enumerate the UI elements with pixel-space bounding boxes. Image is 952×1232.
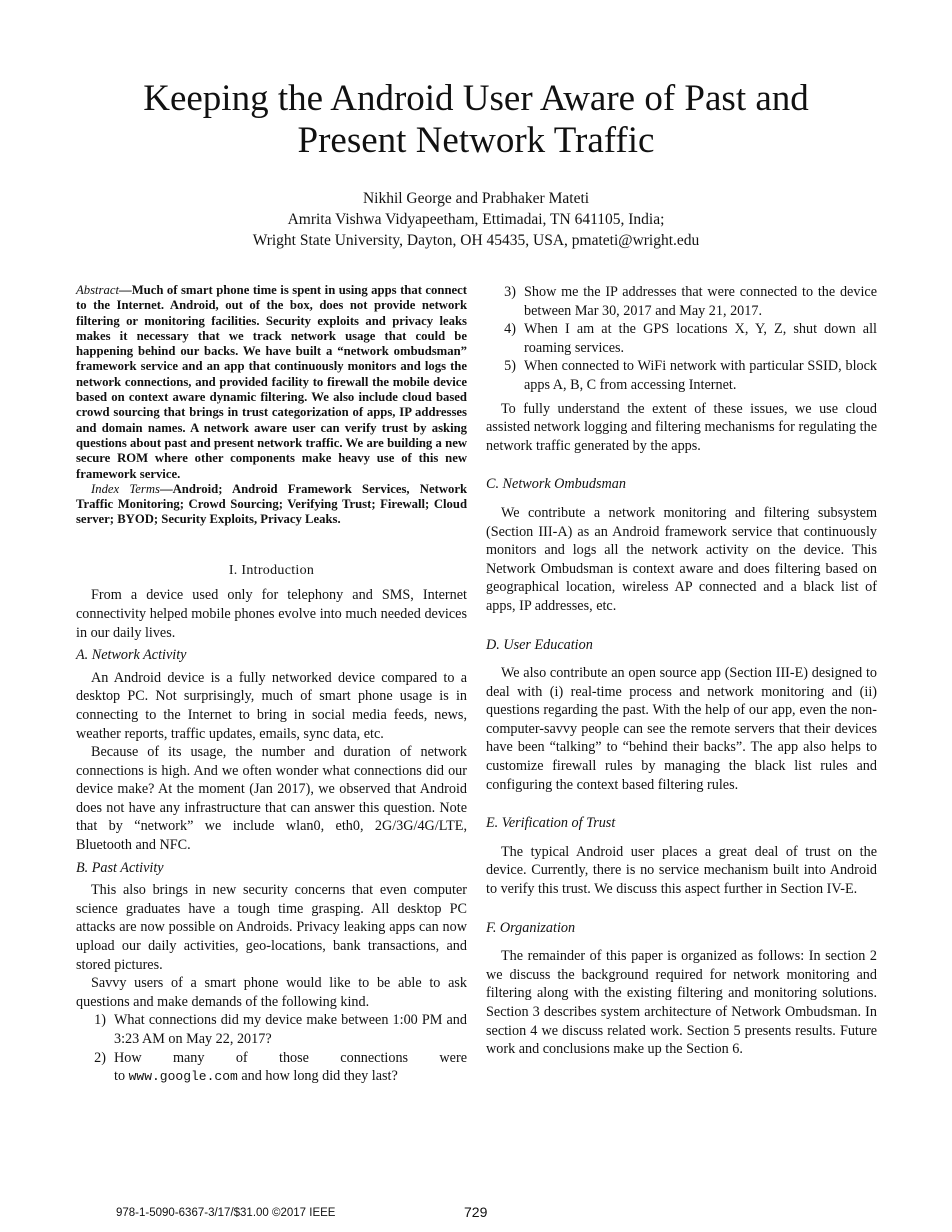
paragraph-b1: This also brings in new security concerns that even computer science graduates have a tough time grasping. All desktop PC attacks are now possible on Androids. Privacy leaking apps can now upload our daily activities, geo-locations, bank transactions, and stored pictures. xyxy=(76,882,467,973)
section-heading-introduction: I. Introduction xyxy=(228,562,315,578)
list-text: When connected to WiFi network with particular SSID, block apps A, B, C from accessing Internet. xyxy=(524,358,877,393)
list-text: When I am at the GPS locations X, Y, Z, shut down all roaming services. xyxy=(524,321,877,356)
paragraph-r1: To fully understand the extent of these issues, we use cloud assisted network logging and filtering mechanisms for regulating the network traffic generated by the apps. xyxy=(486,400,877,454)
url-text: www.google.com xyxy=(128,1069,238,1085)
question-list-left xyxy=(76,1011,467,1086)
abstract-text: —Much of smart phone time is spent in using apps that connect to the Internet. Android, out of the box, does not provide network filtering or monitoring facilities. Security exploits and privacy leaks makes it necessary that we track network usage that could be happening behind our backs. We have built a “network ombudsman” framework service and an app that continuously monitors and logs the network connections, and provided facility to firewall the mobile device based on context aware dynamic filtering. We also include cloud based crowd sourcing that brings in trust categorization of apps, IP addresses and domain names. A network aware user can verify trust by asking questions about past and present network traffic. We are building a new secure ROM where other components make heavy use of this new framework service. xyxy=(76,283,467,481)
author-block xyxy=(76,188,876,251)
list-item xyxy=(486,357,877,394)
paper-title xyxy=(76,78,876,162)
list-text-part: and how long did they last? xyxy=(241,1068,398,1085)
intro-paragraph: From a device used only for telephony and SMS, Internet connectivity helped mobile phones evolve into much needed devices in our daily lives. xyxy=(76,587,467,641)
left-column xyxy=(76,283,467,1087)
title-line-2: Present Network Traffic xyxy=(297,120,655,161)
paragraph-a1: An Android device is a fully networked device compared to a desktop PC. Not surprisingly, much of smart phone usage is in connecting to the Internet to bring in social media feeds, news, weather reports, traffic updates, emails, sync data, etc. xyxy=(76,669,467,742)
list-number: 4) xyxy=(504,321,516,338)
subsection-heading-e: E. Verification of Trust xyxy=(486,815,616,832)
subsection-heading-a: A. Network Activity xyxy=(76,647,187,664)
abstract xyxy=(76,283,467,482)
paragraph-a2: Because of its usage, the number and duration of network connections is high. And we often wonder what connections did our device make? At the moment (Jan 2017), we observed that Android does not have any infrastructure that can answer this question. Note that by “network” we include wlan0, eth0, 2G/3G/4G/LTE, Bluetooth and NFC. xyxy=(76,744,467,854)
title-line-1: Keeping the Android User Aware of Past and xyxy=(143,78,809,119)
list-number: 5) xyxy=(504,358,516,375)
paragraph-d: We also contribute an open source app (Section III-E) designed to deal with (i) real-time process and network monitoring and (ii) questions regarding the past. With the help of our app, even the non-computer-savvy people can see the remote servers that their devices have been “talking” to “behind their backs”. The app also helps to customize firewall rules by managing the black list rules and configuring the context based filtering rules. xyxy=(486,665,877,793)
paragraph-f: The remainder of this paper is organized as follows: In section 2 we discuss the background required for network monitoring and filtering along with the existing filtering and monitoring solutions. Section 3 describes system architecture of Network Ombudsman. In section 4 we discuss related work. Section 5 presents results. Future work and conclusions make up the Section 6. xyxy=(486,948,877,1058)
list-number: 2) xyxy=(94,1049,106,1066)
abstract-lead: Abstract xyxy=(76,283,119,297)
paragraph-c: We contribute a network monitoring and filtering subsystem (Section III-A) as an Android framework service that continuously monitors and logs all the network activity on the device. This Network Ombudsman is context aware and does filtering based on geographical location, wireless AP connected and a black list of apps, IP addresses, etc. xyxy=(486,504,877,614)
list-item xyxy=(486,283,877,320)
index-terms xyxy=(76,482,467,528)
paragraph-e: The typical Android user places a great deal of trust on the device. Currently, there is no service mechanism built into Android to verify this trust. We discuss this aspect further in Section IV-E. xyxy=(486,843,877,898)
paragraph-b2: Savvy users of a smart phone would like to be able to ask questions and make demands of the following kind. xyxy=(76,975,467,1010)
list-number: 1) xyxy=(94,1012,106,1029)
page-number: 729 xyxy=(464,1204,488,1220)
list-number: 3) xyxy=(504,284,516,300)
list-item xyxy=(486,320,877,357)
copyright-footer: 978-1-5090-6367-3/17/$31.00 ©2017 IEEE xyxy=(116,1207,336,1219)
subsection-heading-f: F. Organization xyxy=(486,919,576,936)
subsection-heading-d: D. User Education xyxy=(486,636,593,653)
list-text: Show me the IP addresses that were connected to the device between Mar 30, 2017 and May 21, 2017. xyxy=(524,284,877,319)
index-terms-text: —Android; Android Framework Services, Network Traffic Monitoring; Crowd Sourcing; Verifying Trust; Firewall; Cloud server; BYOD; Security Exploits, Privacy Leaks. xyxy=(76,481,468,527)
question-list-right xyxy=(486,283,877,395)
list-text: What connections did my device make between 1:00 PM and 3:23 AM on May 22, 2017? xyxy=(114,1012,467,1047)
affiliation-1: Amrita Vishwa Vidyapeetham, Ettimadai, TN 641105, India; xyxy=(287,211,665,228)
subsection-heading-b: B. Past Activity xyxy=(76,859,164,876)
index-terms-lead: Index Terms xyxy=(91,481,160,496)
list-text-part: How many of those connections were to xyxy=(114,1049,467,1085)
list-text xyxy=(114,1049,467,1087)
list-item xyxy=(76,1049,467,1087)
author-names: Nikhil George and Prabhaker Mateti xyxy=(362,190,590,207)
right-column xyxy=(486,283,877,1059)
list-item xyxy=(76,1011,467,1048)
affiliation-2: Wright State University, Dayton, OH 45435, USA, pmateti@wright.edu xyxy=(252,232,700,249)
subsection-heading-c: C. Network Ombudsman xyxy=(486,476,626,493)
